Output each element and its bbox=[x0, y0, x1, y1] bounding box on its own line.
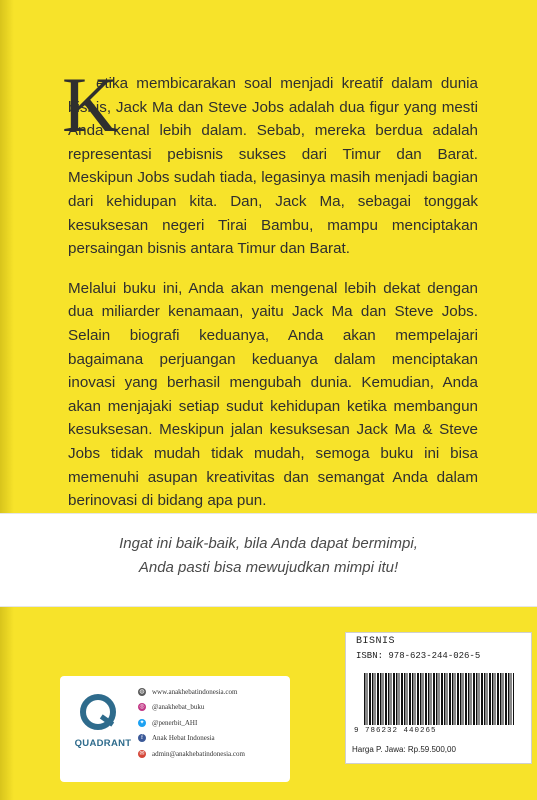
contact-text: @anakhebat_buku bbox=[152, 703, 205, 712]
contact-item bbox=[138, 715, 288, 731]
facebook-icon: f bbox=[138, 734, 146, 742]
quadrant-logo-icon bbox=[80, 694, 116, 730]
contact-text: Anak Hebat Indonesia bbox=[152, 734, 215, 743]
contact-item bbox=[138, 746, 288, 762]
paragraph-1-text: etika membicarakan soal menjadi kreatif dalam dunia bisnis, Jack Ma dan Steve Jobs adalah dua figur yang mesti Anda kenal lebih dalam. Sebab, mereka berdua adalah representasi pebisnis sukses dari Timur dan Barat. Meskipun Jobs sudah tiada, legasinya masih menjadi bagian dari kehidupan kita. Dan, Jack Ma, sebagai tonggak kesuksesan negeri Tirai Bambu, mampu menciptakan persaingan bisnis antara Timur dan Barat. bbox=[68, 75, 478, 258]
twitter-icon: ✦ bbox=[139, 719, 145, 726]
publisher-info-card bbox=[60, 676, 290, 782]
contact-item bbox=[138, 731, 288, 747]
contact-item bbox=[138, 684, 288, 700]
dropcap-letter: K bbox=[62, 61, 119, 148]
contact-text: @penerbit_AHI bbox=[152, 718, 198, 727]
globe-icon: ◍ bbox=[139, 688, 145, 695]
price-label: Harga P. Jawa: Rp.59.500,00 bbox=[352, 745, 456, 754]
category-label: BISNIS bbox=[356, 636, 396, 647]
quote-line-1: Ingat ini baik-baik, bila Anda dapat bermimpi, bbox=[119, 535, 418, 552]
contact-text: www.anakhebatindonesia.com bbox=[152, 687, 238, 696]
quote-line-2: Anda pasti bisa mewujudkan mimpi itu! bbox=[138, 559, 399, 576]
contact-list bbox=[138, 684, 288, 762]
contact-text: admin@anakhebatindonesia.com bbox=[152, 749, 245, 758]
instagram-icon: ◎ bbox=[139, 704, 145, 711]
barcode-digits: 9 786232 440265 bbox=[354, 727, 437, 735]
blurb-text bbox=[62, 61, 478, 513]
paragraph-2: Melalui buku ini, Anda akan mengenal lebih dekat dengan dua miliarder kenamaan, yaitu Jack Ma dan Steve Jobs. Selain biografi keduanya, Anda akan mempelajari bagaimana perjuangan keduanya dalam menciptakan inovasi yang berhasil mengubah dunia. Kemudian, Anda akan menjajaki setiap sudut kehidupan ketika membangun kesuksesan. Meskipun jalan kesuksesan Jack Ma & Steve Jobs tidak mudah tidak mudah, semoga buku ini bisa memenuhi asupan kreativitas dan semangat Anda dalam berinovasi di bidang apa pun. bbox=[68, 279, 478, 510]
contact-item bbox=[138, 700, 288, 716]
isbn-box bbox=[345, 632, 532, 764]
quadrant-logo bbox=[68, 694, 130, 764]
mail-icon: ✉ bbox=[139, 750, 145, 757]
isbn-number: ISBN: 978-623-244-026-5 bbox=[356, 651, 481, 661]
cover-edge-shadow bbox=[0, 0, 14, 800]
quote-band bbox=[0, 513, 537, 607]
paragraph-1 bbox=[62, 61, 478, 261]
quote bbox=[0, 532, 537, 580]
barcode-icon bbox=[364, 673, 514, 725]
quadrant-logo-text: QUADRANT bbox=[74, 738, 132, 749]
